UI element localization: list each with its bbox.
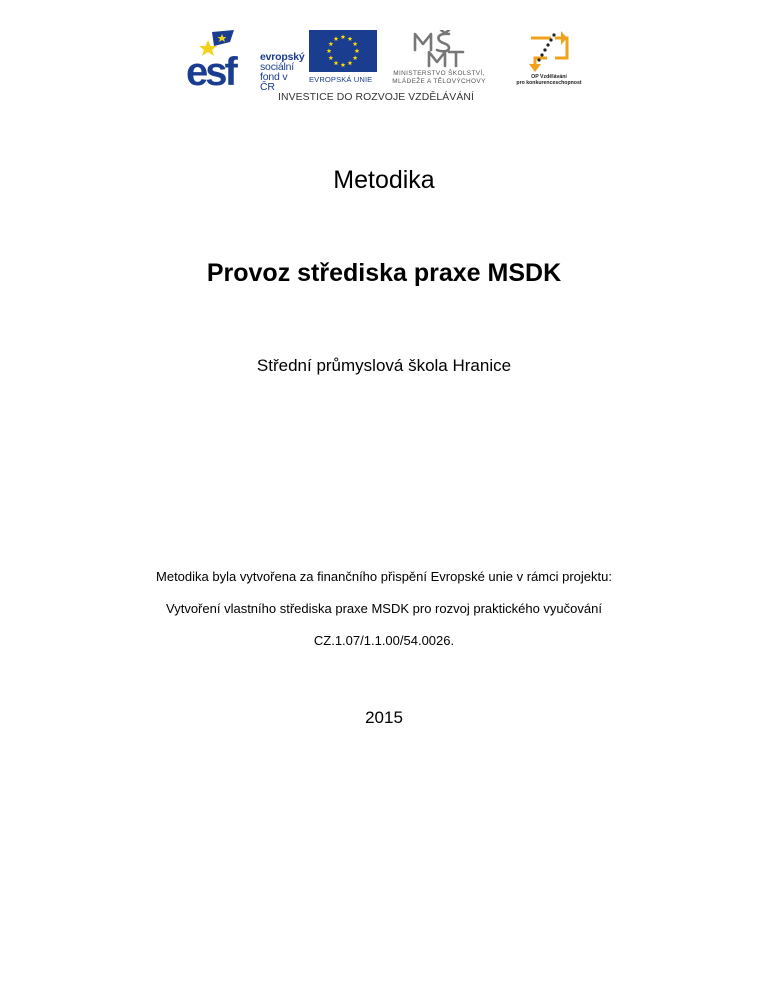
header-tagline: INVESTICE DO ROZVOJE VZDĚLÁVÁNÍ xyxy=(278,92,474,103)
op-caption-line-2: pro konkurenceschopnost xyxy=(516,80,582,86)
op-mark-icon xyxy=(517,30,581,74)
msmt-caption-line-1: MINISTERSTVO ŠKOLSTVÍ, xyxy=(393,70,485,77)
esf-line-2: sociální xyxy=(260,61,295,73)
esf-line-1: evropský xyxy=(260,51,305,63)
op-caption xyxy=(511,74,587,86)
eu-logo xyxy=(309,30,379,88)
esf-mark-icon xyxy=(186,30,260,88)
document-title: Provoz střediska praxe MSDK xyxy=(206,259,562,287)
eu-caption: EVROPSKÁ UNIE xyxy=(309,75,373,84)
funding-line-2: Vytvoření vlastního střediska praxe MSDK pro rozvoj praktického vyučování xyxy=(166,601,602,616)
msmt-caption-line-2: MLÁDEŽE A TĚLOVÝCHOVY xyxy=(392,78,486,85)
esf-logo xyxy=(186,30,305,93)
msmt-caption xyxy=(381,70,497,86)
document-year: 2015 xyxy=(365,708,403,727)
msmt-mark-icon xyxy=(379,30,497,70)
esf-line-3: fond v ČR xyxy=(260,71,288,93)
eu-flag-icon xyxy=(309,30,377,72)
document-heading: Metodika xyxy=(333,166,435,194)
op-caption-line-1: OP Vzdělávání xyxy=(531,74,567,80)
msmt-logo xyxy=(379,30,497,88)
op-logo xyxy=(517,30,581,88)
svg-text:esf: esf xyxy=(186,50,235,88)
school-name: Střední průmyslová škola Hranice xyxy=(256,356,512,375)
esf-text xyxy=(260,52,305,92)
logo-bar xyxy=(186,30,582,93)
project-number: CZ.1.07/1.1.00/54.0026. xyxy=(313,633,455,648)
funding-line-1: Metodika byla vytvořena za finančního přispění Evropské unie v rámci projektu: xyxy=(156,569,612,584)
